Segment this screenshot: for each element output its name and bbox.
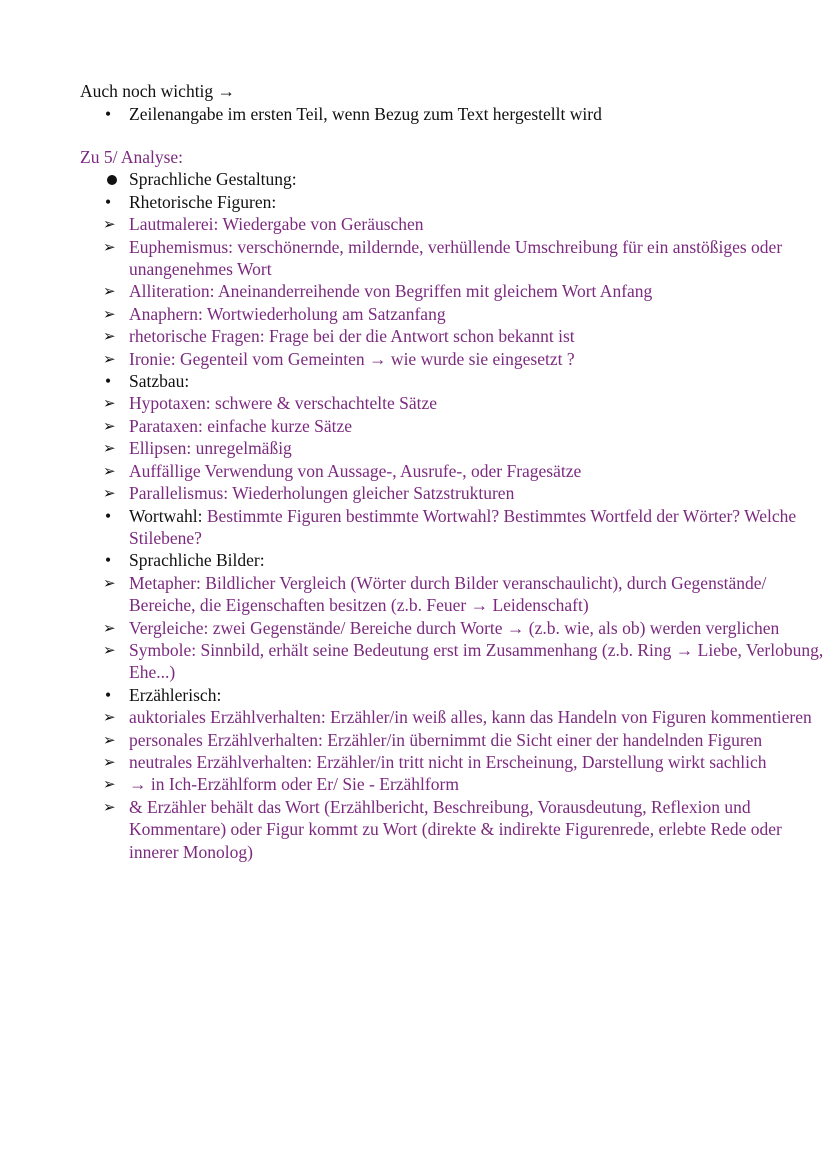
arrowhead-bullet-icon: ➢ [103,461,116,480]
arrowhead-bullet-icon: ➢ [103,439,116,458]
arrowhead-bullet-icon: ➢ [103,327,116,346]
arrowhead-bullet-icon: ➢ [103,282,116,301]
list-item: Sprachliche Gestaltung: [80,168,828,190]
list-item: ➢ Euphemismus: verschönernde, mildernde, verhüllende Umschreibung für ein anstößiges oder unangenehmes Wort [103,236,783,280]
arrowhead-bullet-icon: ➢ [103,394,116,413]
list-item: ➢ Parataxen: einfache kurze Sätze [103,415,352,436]
list-item: ➢ Parallelismus: Wiederholungen gleicher Satzstrukturen [103,483,515,504]
bullet-icon: • [105,371,112,392]
arrowhead-bullet-icon: ➢ [103,618,116,637]
list-item: ➢ Ironie: Gegenteil vom Gemeinten → wie wurde sie eingesetzt ? [103,348,575,369]
list-item: ➢ Lautmalerei: Wiedergabe von Geräuschen [103,214,424,235]
list-item: ➢ Ellipsen: unregelmäßig [103,438,292,459]
list-item [80,505,828,550]
arrowhead-bullet-icon: ➢ [103,708,116,727]
list-item: ➢ rhetorische Fragen: Frage bei der die Antwort schon bekannt ist [103,326,575,347]
analysis-section [80,146,828,863]
list-item: ➢ auktoriales Erzählverhalten: Erzähler/in weiß alles, kann das Handeln von Figuren kommentieren [103,707,812,728]
list-item: • Sprachliche Bilder: [105,550,265,571]
list-item: ➢ → in Ich-Erzählform oder Er/ Sie - Erzählform [103,774,459,795]
intro-section [80,80,602,125]
arrowhead-bullet-icon: ➢ [103,484,116,503]
list-item: ➢ Vergleiche: zwei Gegenstände/ Bereiche durch Worte → (z.b. wie, als ob) werden verglichen [103,617,780,638]
bullet-icon: • [105,684,112,705]
arrowhead-bullet-icon: ➢ [103,304,116,323]
bullet-icon: • [105,191,112,212]
bullet-icon: • [105,550,112,571]
list-item: ➢ Metapher: Bildlicher Vergleich (Wörter durch Bilder veranschaulicht), durch Gegenstände/ Bereiche, die Eigenschaften besitzen (z.b. Feuer → Leidenschaft) [103,572,767,616]
wortwahl-text: Bestimmte Figuren bestimmte Wortwahl? Bestimmtes Wortfeld der Wörter? Welche Stilebene? [129,505,797,548]
list-item: ➢ & Erzähler behält das Wort (Erzählbericht, Beschreibung, Vorausdeutung, Reflexion und Kommentare) oder Figur kommt zu Wort (direkte & indirekte Figurenrede, erlebte Rede oder innerer Monolog) [103,796,782,862]
list-item: ➢ Anaphern: Wortwiederholung am Satzanfang [103,303,446,324]
intro-heading: Auch noch wichtig → [80,81,236,101]
list-item: ➢ Alliteration: Aneinanderreihende von Begriffen mit gleichem Wort Anfang [103,281,653,302]
arrowhead-bullet-icon: ➢ [103,752,116,771]
arrowhead-bullet-icon: ➢ [103,775,116,794]
bullet-icon: • [105,505,112,526]
arrowhead-bullet-icon: ➢ [103,416,116,435]
arrowhead-bullet-icon: ➢ [103,640,116,659]
list-item: • Erzählerisch: [105,684,222,705]
list-item: • Zeilenangabe im ersten Teil, wenn Bezug zum Text hergestellt wird [105,103,602,124]
list-item: ➢ Hypotaxen: schwere & verschachtelte Sätze [103,393,438,414]
list-item: ➢ Auffällige Verwendung von Aussage-, Ausrufe-, oder Fragesätze [103,460,582,481]
filled-circle-bullet-icon [107,175,117,185]
arrowhead-bullet-icon: ➢ [103,215,116,234]
wortwahl-label: Wortwahl: [129,505,203,526]
arrowhead-bullet-icon: ➢ [103,237,116,256]
list-item: • Satzbau: [105,371,190,392]
arrowhead-bullet-icon: ➢ [103,730,116,749]
arrowhead-bullet-icon: ➢ [103,349,116,368]
list-item: • Rhetorische Figuren: [105,191,277,212]
bullet-icon: • [105,103,112,124]
list-item: ➢ Symbole: Sinnbild, erhält seine Bedeutung erst im Zusammenhang (z.b. Ring → Liebe, Verlobung, Ehe...) [103,639,824,683]
arrowhead-bullet-icon: ➢ [103,573,116,592]
arrowhead-bullet-icon: ➢ [103,797,116,816]
list-item: ➢ personales Erzählverhalten: Erzähler/in übernimmt die Sicht einer der handelnden Figuren [103,729,763,750]
list-item: ➢ neutrales Erzählverhalten: Erzähler/in tritt nicht in Erscheinung, Darstellung wirkt sachlich [103,751,767,772]
analysis-heading: Zu 5/ Analyse: [80,147,184,167]
